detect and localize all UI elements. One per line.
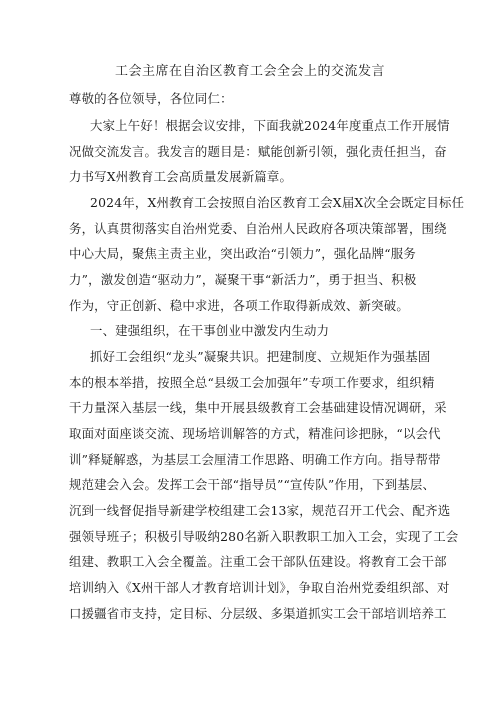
- paragraph-line: 力书写X州教育工会高质量发展新篇章。: [69, 169, 293, 184]
- paragraph-line: 培训纳入《X州干部人才教育培训计划》，争取自治州党委组织部、对: [69, 580, 450, 595]
- paragraph-line: 组建、教职工入会全覆盖。注重工会干部队伍建设。将教育工会干部: [69, 554, 447, 569]
- paragraph-line: 作为，守正创新、稳中求进，各项工作取得新成效、新突破。: [69, 298, 409, 313]
- document-title: 工会主席在自治区教育工会全会上的交流发言: [114, 64, 385, 79]
- paragraph-line: 务，认真贯彻落实自治州党委、自治州人民政府各项决策部署，围绕: [69, 221, 447, 236]
- section-heading: 一、建强组织，在干事创业中激发内生动力: [90, 323, 330, 338]
- paragraph-line: 大家上午好！根据会议安排，下面我就2024年度重点工作开展情: [90, 118, 450, 133]
- salutation: 尊敬的各位领导，各位同仁：: [69, 91, 233, 106]
- paragraph-line: 力”，激发创造“驱动力”，凝聚干事“新活力”，勇于担当、积极: [69, 272, 417, 287]
- paragraph-line: 取面对面座谈交流、现场培训解答的方式，精准问诊把脉，“以会代: [69, 426, 441, 441]
- paragraph-line: 况做交流发言。我发言的题目是：赋能创新引领，强化责任担当，奋: [69, 144, 447, 159]
- paragraph-line: 强领导班子；积极引导吸纳280名新入职教职工加入工会，实现了工会: [69, 529, 459, 544]
- paragraph-line: 抓好工会组织“龙头”凝聚共识。把建制度、立规矩作为强基固: [90, 349, 431, 364]
- paragraph-line: 干力量深入基层一线，集中开展县级教育工会基础建设情况调研，采: [69, 400, 447, 415]
- paragraph-line: 中心大局，聚焦主责主业，突出政治“引领力”，强化品牌“服务: [69, 246, 416, 261]
- paragraph-line: 训”释疑解惑，为基层工会厘清工作思路、明确工作方向。指导帮带: [69, 452, 441, 467]
- paragraph-line: 沉到一线督促指导新建学校组建工会13家，规范召开工代会、配齐选: [69, 503, 451, 518]
- paragraph-line: 口援疆省市支持，定目标、分层级、多渠道抓实工会干部培训培养工: [69, 606, 447, 621]
- paragraph-line: 2024年，X州教育工会按照自治区教育工会X届X次全会既定目标任: [90, 195, 465, 210]
- paragraph-line: 本的根本举措，按照全总“县级工会加强年”专项工作要求，组织精: [69, 375, 435, 390]
- paragraph-line: 规范建会入会。发挥工会干部“指导员”“宣传队”作用，下到基层、: [69, 477, 436, 492]
